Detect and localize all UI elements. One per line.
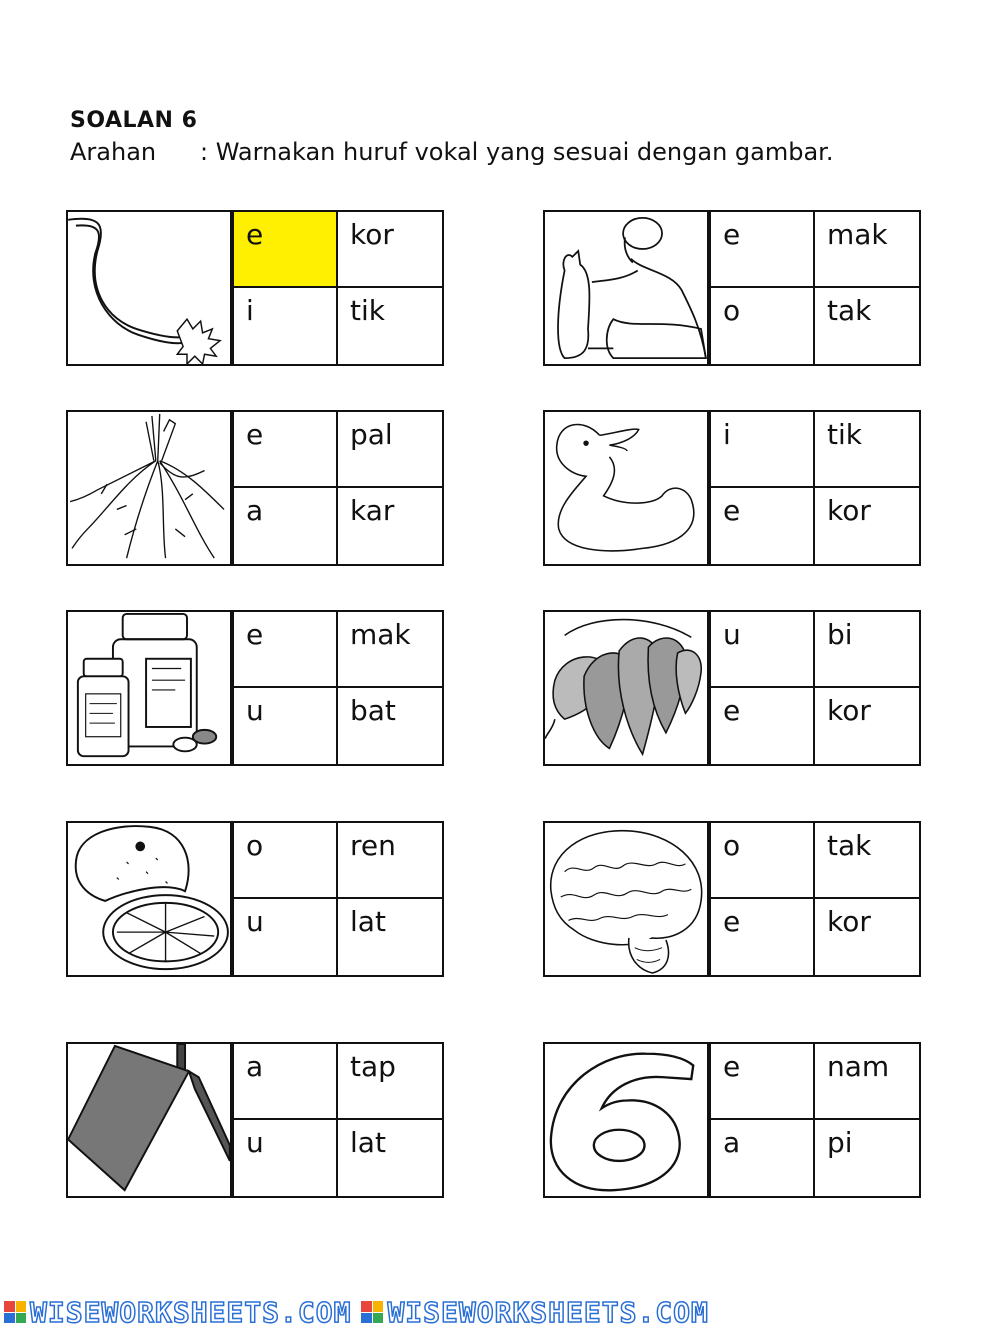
answer-grid xyxy=(709,610,921,766)
vowel-option[interactable]: a xyxy=(232,1044,336,1120)
answer-grid xyxy=(709,821,921,977)
brand-logo-icon xyxy=(361,1301,383,1323)
question-item xyxy=(66,821,444,977)
brand-watermark xyxy=(357,1296,708,1329)
vowel-option[interactable]: e xyxy=(709,1044,813,1120)
vowel-option[interactable]: o xyxy=(709,288,813,364)
number-six-picture xyxy=(543,1042,709,1198)
syllable-text: ren xyxy=(336,823,442,899)
sweet-potato-drawing-icon xyxy=(545,612,707,764)
answer-grid xyxy=(709,1042,921,1198)
vowel-option[interactable]: o xyxy=(232,823,336,899)
syllable-text: pal xyxy=(336,412,442,488)
question-item xyxy=(66,410,444,566)
vowel-option[interactable]: a xyxy=(709,1120,813,1196)
vowel-option[interactable]: e xyxy=(232,212,336,288)
answer-grid xyxy=(709,410,921,566)
mother-cat-drawing-icon xyxy=(545,212,707,364)
brand-text: WISEWORKSHEETS.COM xyxy=(387,1295,709,1329)
question-item xyxy=(543,610,921,766)
medicine-bottles-picture xyxy=(66,610,232,766)
roots-drawing-icon xyxy=(68,412,230,564)
syllable-text: lat xyxy=(336,899,442,975)
vowel-option[interactable]: u xyxy=(232,688,336,764)
answer-grid xyxy=(232,410,444,566)
syllable-text: bi xyxy=(813,612,919,688)
vowel-option[interactable]: u xyxy=(232,1120,336,1196)
vowel-option[interactable]: i xyxy=(709,412,813,488)
vowel-option[interactable]: e xyxy=(232,612,336,688)
instruction-text: : Warnakan huruf vokal yang sesuai dengan gambar. xyxy=(200,138,834,166)
vowel-option[interactable]: i xyxy=(232,288,336,364)
syllable-text: mak xyxy=(813,212,919,288)
syllable-text: nam xyxy=(813,1044,919,1120)
syllable-text: kar xyxy=(336,488,442,564)
brain-drawing-icon xyxy=(545,823,707,975)
question-item xyxy=(66,610,444,766)
duck-drawing-icon xyxy=(545,412,707,564)
question-item xyxy=(543,210,921,366)
roof-picture xyxy=(66,1042,232,1198)
mother-cat-picture xyxy=(543,210,709,366)
answer-grid xyxy=(232,610,444,766)
syllable-text: mak xyxy=(336,612,442,688)
syllable-text: kor xyxy=(813,899,919,975)
question-item xyxy=(66,1042,444,1198)
vowel-option[interactable]: o xyxy=(709,823,813,899)
answer-grid xyxy=(709,210,921,366)
question-item xyxy=(543,1042,921,1198)
brand-watermark xyxy=(0,1296,351,1329)
duck-picture xyxy=(543,410,709,566)
number-six-drawing-icon xyxy=(545,1044,707,1196)
syllable-text: tik xyxy=(813,412,919,488)
answer-grid xyxy=(232,1042,444,1198)
syllable-text: tak xyxy=(813,823,919,899)
root-drawing-icon xyxy=(68,212,230,364)
medicine-bottles-drawing-icon xyxy=(68,612,230,764)
vowel-option[interactable]: e xyxy=(709,488,813,564)
instruction-label: Arahan xyxy=(70,138,157,166)
syllable-text: tak xyxy=(813,288,919,364)
answer-grid xyxy=(232,821,444,977)
sweet-potato-picture xyxy=(543,610,709,766)
syllable-text: kor xyxy=(813,488,919,564)
brand-text: WISEWORKSHEETS.COM xyxy=(30,1295,352,1329)
vowel-option[interactable]: e xyxy=(709,212,813,288)
syllable-text: kor xyxy=(813,688,919,764)
footer-watermark xyxy=(0,1292,1000,1332)
question-item xyxy=(543,821,921,977)
vowel-option[interactable]: a xyxy=(232,488,336,564)
syllable-text: tap xyxy=(336,1044,442,1120)
syllable-text: lat xyxy=(336,1120,442,1196)
instruction xyxy=(70,138,833,166)
page-title: SOALAN 6 xyxy=(70,108,198,133)
vowel-option[interactable]: e xyxy=(232,412,336,488)
vowel-option[interactable]: e xyxy=(709,899,813,975)
answer-grid xyxy=(232,210,444,366)
brain-picture xyxy=(543,821,709,977)
question-item xyxy=(66,210,444,366)
question-item xyxy=(543,410,921,566)
root-picture xyxy=(66,210,232,366)
vowel-option[interactable]: u xyxy=(709,612,813,688)
orange-picture xyxy=(66,821,232,977)
syllable-text: bat xyxy=(336,688,442,764)
syllable-text: tik xyxy=(336,288,442,364)
brand-logo-icon xyxy=(4,1301,26,1323)
syllable-text: pi xyxy=(813,1120,919,1196)
roof-drawing-icon xyxy=(68,1044,230,1196)
roots-picture xyxy=(66,410,232,566)
syllable-text: kor xyxy=(336,212,442,288)
vowel-option[interactable]: u xyxy=(232,899,336,975)
orange-drawing-icon xyxy=(68,823,230,975)
vowel-option[interactable]: e xyxy=(709,688,813,764)
